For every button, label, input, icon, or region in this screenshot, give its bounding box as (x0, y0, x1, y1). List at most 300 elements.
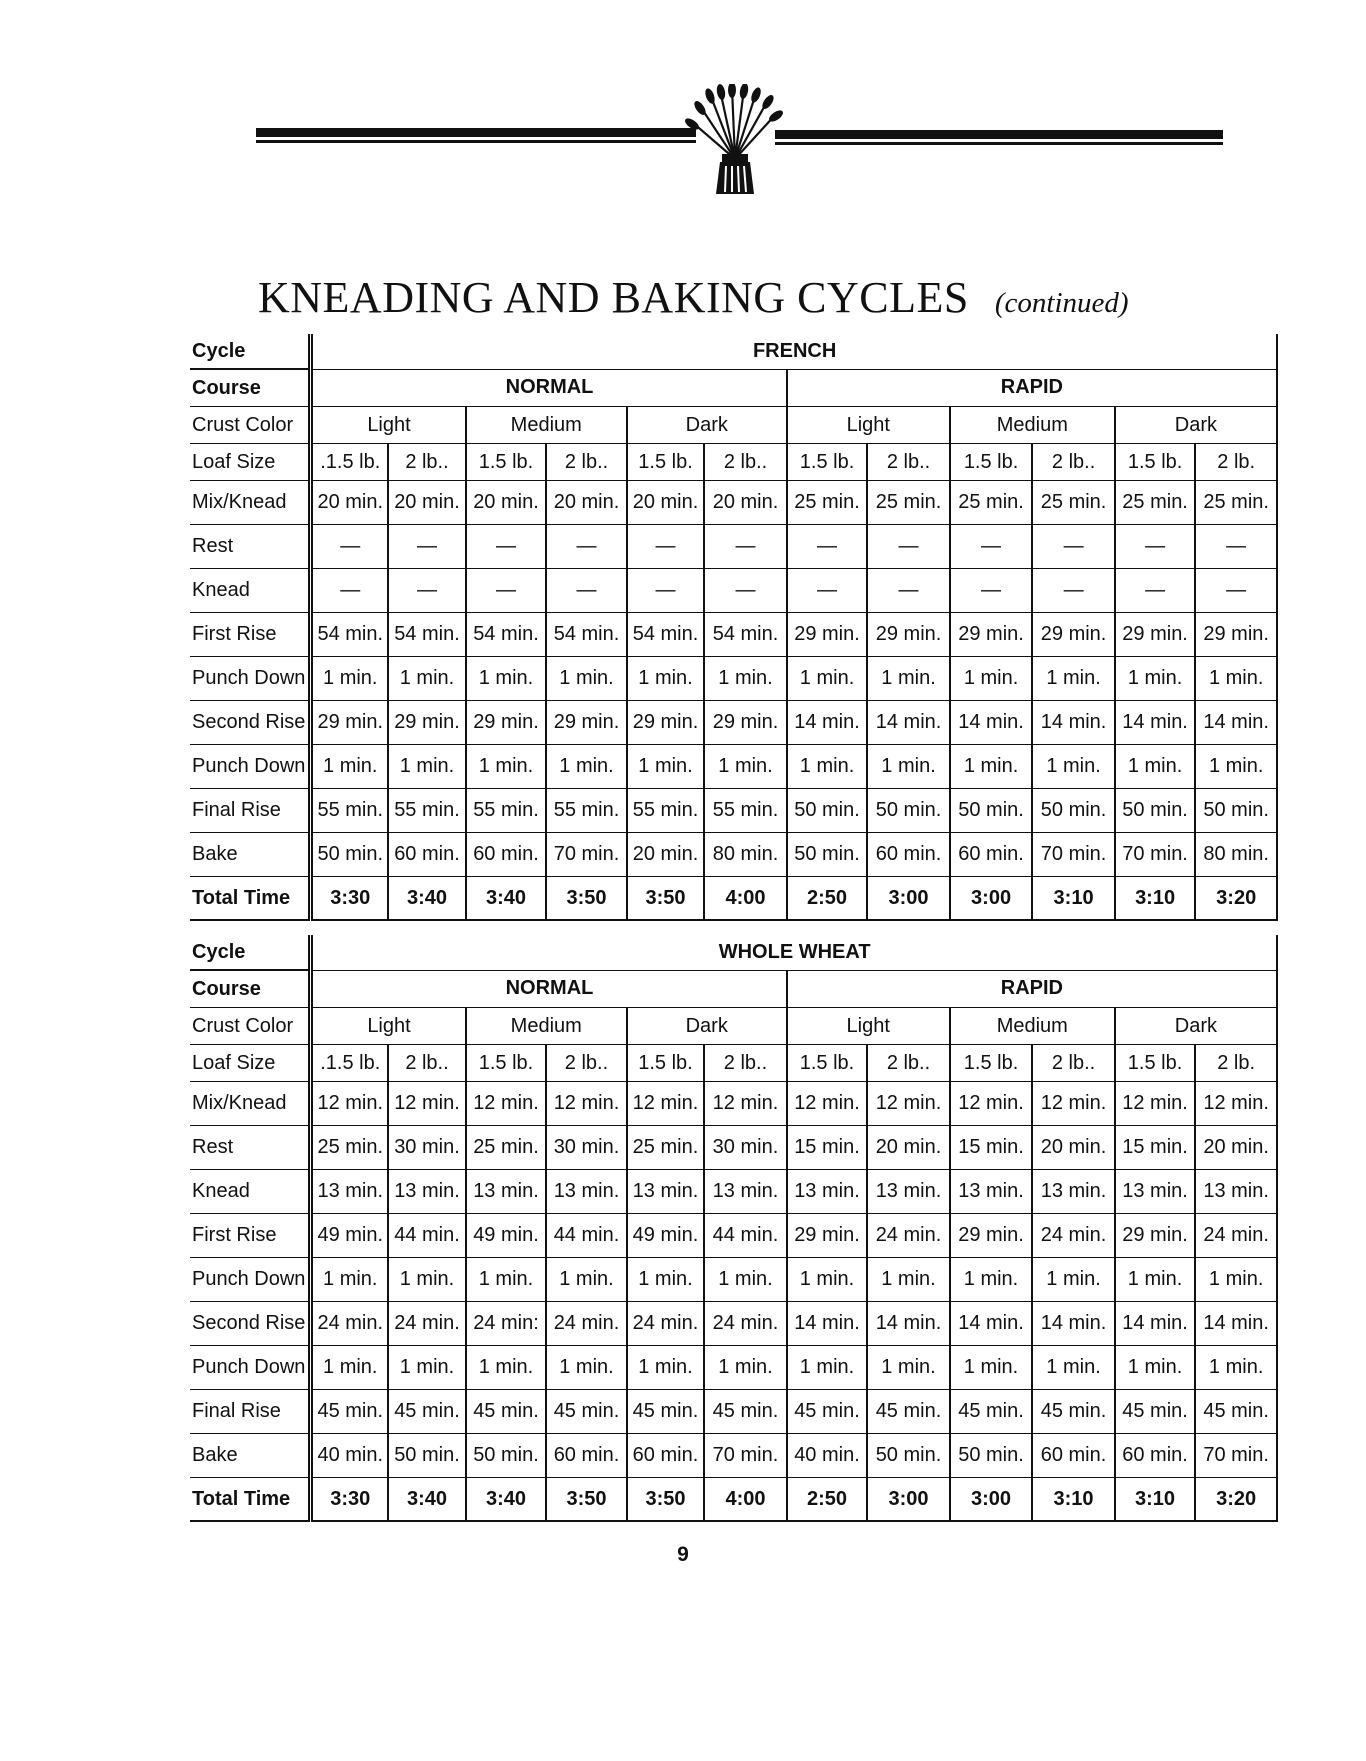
total-time-label: Total Time (190, 1478, 311, 1522)
header-rule-right-thick (775, 130, 1223, 139)
table-cell: — (704, 569, 787, 613)
table-cell: 1 min. (546, 1346, 627, 1390)
table-cell: 50 min. (867, 789, 950, 833)
row-label: Final Rise (190, 789, 311, 833)
table-cell: — (388, 525, 465, 569)
row-label: First Rise (190, 613, 311, 657)
table-cell: — (311, 525, 388, 569)
table-cell: — (1115, 525, 1196, 569)
table-cell: 13 min. (1195, 1170, 1277, 1214)
cycle-name: FRENCH (311, 334, 1277, 369)
table-cell: 12 min. (704, 1082, 787, 1126)
table-cell: 1 min. (867, 657, 950, 701)
table-cell: 12 min. (466, 1082, 547, 1126)
table-cell: 1 min. (311, 657, 388, 701)
course-normal: NORMAL (311, 970, 787, 1008)
course-label: Course (190, 970, 311, 1008)
page-title (258, 272, 1258, 323)
cycle-label: Cycle (190, 935, 311, 970)
table-cell: 49 min. (627, 1214, 704, 1258)
total-time-cell: 3:00 (867, 1478, 950, 1522)
total-time-cell: 3:40 (466, 1478, 547, 1522)
loaf-size-cell: 2 lb.. (867, 1045, 950, 1082)
loaf-size-cell: 2 lb.. (704, 444, 787, 481)
total-time-row (190, 1478, 1277, 1522)
table-cell: 70 min. (1032, 833, 1115, 877)
table-cell: — (867, 525, 950, 569)
table-cell: 14 min. (1195, 1302, 1277, 1346)
row-label: Rest (190, 1126, 311, 1170)
table-cell: 50 min. (388, 1434, 465, 1478)
table-cell: 29 min. (867, 613, 950, 657)
crust-color-row (190, 407, 1277, 444)
table-cell: 24 min. (867, 1214, 950, 1258)
table-cell: 54 min. (704, 613, 787, 657)
row-label: Bake (190, 1434, 311, 1478)
table-cell: 20 min. (1195, 1126, 1277, 1170)
row-label: Bake (190, 833, 311, 877)
table-cell: 54 min. (627, 613, 704, 657)
table-row (190, 525, 1277, 569)
total-time-cell: 3:40 (388, 877, 465, 921)
table-cell: 12 min. (546, 1082, 627, 1126)
table-cell: 30 min. (546, 1126, 627, 1170)
crust-color-cell: Dark (1115, 407, 1277, 444)
table-cell: 14 min. (1195, 701, 1277, 745)
table-cell: 1 min. (466, 657, 547, 701)
crust-color-cell: Medium (950, 407, 1115, 444)
total-time-cell: 3:50 (627, 1478, 704, 1522)
loaf-size-cell: 2 lb.. (704, 1045, 787, 1082)
row-label: Mix/Knead (190, 481, 311, 525)
loaf-size-cell: 2 lb.. (546, 444, 627, 481)
crust-color-cell: Dark (627, 407, 787, 444)
table-row (190, 1434, 1277, 1478)
table-cell: 1 min. (311, 1258, 388, 1302)
table-cell: 1 min. (627, 1258, 704, 1302)
total-time-cell: 3:40 (466, 877, 547, 921)
table-row (190, 1390, 1277, 1434)
table-cell: 54 min. (388, 613, 465, 657)
table-cell: 1 min. (1032, 745, 1115, 789)
title-suffix: (continued) (994, 287, 1129, 319)
table-cell: 25 min. (867, 481, 950, 525)
table-cell: 1 min. (704, 745, 787, 789)
table-cell: 12 min. (1032, 1082, 1115, 1126)
table-cell: 1 min. (867, 1258, 950, 1302)
table-cell: 45 min. (466, 1390, 547, 1434)
row-label: Mix/Knead (190, 1082, 311, 1126)
table-cell: 49 min. (466, 1214, 547, 1258)
table-cell: 55 min. (466, 789, 547, 833)
table-cell: 54 min. (546, 613, 627, 657)
total-time-cell: 3:10 (1115, 1478, 1196, 1522)
table-cell: 50 min. (867, 1434, 950, 1478)
course-label: Course (190, 369, 311, 407)
table-cell: 55 min. (704, 789, 787, 833)
table-cell: 1 min. (1032, 657, 1115, 701)
table-cell: 12 min. (311, 1082, 388, 1126)
table-cell: — (787, 569, 868, 613)
table-cell: 1 min. (950, 745, 1033, 789)
table-cell: 1 min. (787, 745, 868, 789)
row-label: Punch Down (190, 657, 311, 701)
table-cell: 12 min. (787, 1082, 868, 1126)
total-time-cell: 3:50 (546, 877, 627, 921)
row-label: Rest (190, 525, 311, 569)
loaf-size-cell: 1.5 lb. (1115, 1045, 1196, 1082)
table-cell: 50 min. (466, 1434, 547, 1478)
loaf-size-label: Loaf Size (190, 1045, 311, 1082)
table-cell: 25 min. (627, 1126, 704, 1170)
table-cell: 1 min. (311, 745, 388, 789)
table-cell: 70 min. (704, 1434, 787, 1478)
row-label: Punch Down (190, 1258, 311, 1302)
total-time-cell: 3:20 (1195, 877, 1277, 921)
table-cell: 29 min. (1115, 613, 1196, 657)
table-row (190, 833, 1277, 877)
whole-wheat-cycle-table (190, 935, 1278, 1522)
total-time-cell: 3:20 (1195, 1478, 1277, 1522)
table-cell: — (704, 525, 787, 569)
table-cell: 13 min. (867, 1170, 950, 1214)
loaf-size-cell: 2 lb.. (546, 1045, 627, 1082)
table-cell: 13 min. (1115, 1170, 1196, 1214)
crust-color-cell: Medium (950, 1008, 1115, 1045)
table-cell: 70 min. (1195, 1434, 1277, 1478)
cycle-label: Cycle (190, 334, 311, 369)
table-cell: 50 min. (950, 1434, 1033, 1478)
table-cell: 12 min. (388, 1082, 465, 1126)
total-time-cell: 3:00 (950, 877, 1033, 921)
course-rapid: RAPID (787, 970, 1277, 1008)
table-cell: 20 min. (388, 481, 465, 525)
table-cell: 25 min. (950, 481, 1033, 525)
header-rule-left-thin (256, 140, 696, 143)
table-row (190, 481, 1277, 525)
table-cell: 12 min. (1115, 1082, 1196, 1126)
table-cell: — (546, 569, 627, 613)
table-cell: 12 min. (627, 1082, 704, 1126)
table-cell: 45 min. (1032, 1390, 1115, 1434)
loaf-size-cell: 2 lb. (1195, 1045, 1277, 1082)
table-cell: — (1195, 525, 1277, 569)
header-rule-left-thick (256, 128, 696, 137)
table-cell: 1 min. (704, 1258, 787, 1302)
loaf-size-cell: 1.5 lb. (950, 444, 1033, 481)
table-cell: 13 min. (311, 1170, 388, 1214)
course-rapid: RAPID (787, 369, 1277, 407)
table-cell: 1 min. (1195, 745, 1277, 789)
loaf-size-cell: .1.5 lb. (311, 1045, 388, 1082)
header-rule-right-thin (775, 142, 1223, 145)
table-cell: 29 min. (1195, 613, 1277, 657)
table-row (190, 1170, 1277, 1214)
total-time-cell: 2:50 (787, 877, 868, 921)
table-cell: 60 min. (950, 833, 1033, 877)
page-number: 9 (677, 1543, 689, 1566)
table-cell: 29 min. (787, 613, 868, 657)
table-cell: 1 min. (704, 1346, 787, 1390)
table-cell: 60 min. (388, 833, 465, 877)
course-row (190, 369, 1277, 407)
table-cell: 50 min. (787, 833, 868, 877)
table-row (190, 1126, 1277, 1170)
table-cell: 1 min. (704, 657, 787, 701)
table-cell: 1 min. (546, 745, 627, 789)
table-cell: 70 min. (546, 833, 627, 877)
table-cell: 60 min. (627, 1434, 704, 1478)
table-cell: 1 min. (1195, 1258, 1277, 1302)
table-cell: 1 min. (1195, 1346, 1277, 1390)
table-cell: 80 min. (704, 833, 787, 877)
crust-color-cell: Medium (466, 407, 627, 444)
table-cell: 1 min. (1115, 1346, 1196, 1390)
loaf-size-label: Loaf Size (190, 444, 311, 481)
table-cell: 13 min. (787, 1170, 868, 1214)
table-row (190, 1214, 1277, 1258)
crust-color-cell: Light (311, 407, 466, 444)
loaf-size-cell: 1.5 lb. (466, 444, 547, 481)
loaf-size-cell: 2 lb.. (1032, 444, 1115, 481)
table-cell: 45 min. (627, 1390, 704, 1434)
table-cell: 1 min. (787, 1258, 868, 1302)
loaf-size-cell: 2 lb.. (388, 1045, 465, 1082)
course-row (190, 970, 1277, 1008)
table-row (190, 789, 1277, 833)
table-cell: 12 min. (1195, 1082, 1277, 1126)
table-cell: 45 min. (388, 1390, 465, 1434)
cycle-row (190, 935, 1277, 970)
table-cell: 1 min. (1032, 1346, 1115, 1390)
table-cell: 15 min. (787, 1126, 868, 1170)
table-row (190, 1258, 1277, 1302)
table-cell: 50 min. (1195, 789, 1277, 833)
course-normal: NORMAL (311, 369, 787, 407)
table-cell: — (466, 569, 547, 613)
loaf-size-cell: .1.5 lb. (311, 444, 388, 481)
table-row (190, 1346, 1277, 1390)
crust-color-cell: Light (787, 1008, 950, 1045)
loaf-size-row (190, 444, 1277, 481)
table-cell: 60 min. (1032, 1434, 1115, 1478)
table-cell: 60 min. (867, 833, 950, 877)
crust-color-cell: Light (311, 1008, 466, 1045)
table-row (190, 1082, 1277, 1126)
table-cell: 20 min. (704, 481, 787, 525)
table-cell: 14 min. (1032, 701, 1115, 745)
table-cell: 24 min. (1195, 1214, 1277, 1258)
table-cell: 50 min. (787, 789, 868, 833)
table-cell: 24 min. (546, 1302, 627, 1346)
total-time-label: Total Time (190, 877, 311, 921)
table-cell: 14 min. (867, 701, 950, 745)
total-time-row (190, 877, 1277, 921)
table-cell: 60 min. (546, 1434, 627, 1478)
table-cell: 1 min. (1115, 657, 1196, 701)
table-cell: 40 min. (787, 1434, 868, 1478)
table-cell: 12 min. (867, 1082, 950, 1126)
table-row (190, 701, 1277, 745)
table-cell: — (950, 525, 1033, 569)
table-body (190, 334, 1277, 920)
table-cell: 29 min. (546, 701, 627, 745)
total-time-cell: 4:00 (704, 1478, 787, 1522)
loaf-size-cell: 1.5 lb. (466, 1045, 547, 1082)
table-row (190, 1302, 1277, 1346)
table-cell: 20 min. (466, 481, 547, 525)
table-cell: 29 min. (388, 701, 465, 745)
table-cell: 25 min. (311, 1126, 388, 1170)
loaf-size-cell: 1.5 lb. (787, 444, 868, 481)
table-cell: 1 min. (546, 657, 627, 701)
cycle-row (190, 334, 1277, 369)
row-label: Final Rise (190, 1390, 311, 1434)
table-cell: 45 min. (950, 1390, 1033, 1434)
table-cell: 24 min. (627, 1302, 704, 1346)
table-cell: 1 min. (787, 1346, 868, 1390)
table-cell: 13 min. (627, 1170, 704, 1214)
table-cell: 40 min. (311, 1434, 388, 1478)
table-cell: 45 min. (311, 1390, 388, 1434)
crust-color-cell: Light (787, 407, 950, 444)
table-cell: 25 min. (1115, 481, 1196, 525)
table-cell: — (1032, 569, 1115, 613)
table-cell: 60 min. (466, 833, 547, 877)
table-cell: 29 min. (1032, 613, 1115, 657)
total-time-cell: 3:40 (388, 1478, 465, 1522)
table-cell: 25 min. (1195, 481, 1277, 525)
table-cell: 1 min. (627, 1346, 704, 1390)
row-label: Second Rise (190, 701, 311, 745)
table-cell: 60 min. (1115, 1434, 1196, 1478)
table-row (190, 657, 1277, 701)
row-label: Second Rise (190, 1302, 311, 1346)
table-cell: 13 min. (1032, 1170, 1115, 1214)
table-cell: 29 min. (950, 1214, 1033, 1258)
total-time-cell: 3:00 (950, 1478, 1033, 1522)
table-cell: 25 min. (466, 1126, 547, 1170)
table-cell: 55 min. (311, 789, 388, 833)
table-cell: 1 min. (787, 657, 868, 701)
loaf-size-cell: 2 lb.. (1032, 1045, 1115, 1082)
total-time-cell: 3:10 (1032, 877, 1115, 921)
crust-color-cell: Medium (466, 1008, 627, 1045)
row-label: Knead (190, 1170, 311, 1214)
table-cell: 30 min. (388, 1126, 465, 1170)
total-time-cell: 3:10 (1115, 877, 1196, 921)
table-cell: — (311, 569, 388, 613)
table-cell: — (1195, 569, 1277, 613)
table-cell: 14 min. (1115, 1302, 1196, 1346)
table-cell: 1 min. (950, 1346, 1033, 1390)
row-label: Knead (190, 569, 311, 613)
table-cell: 1 min. (388, 657, 465, 701)
table-cell: 44 min. (704, 1214, 787, 1258)
table-cell: 14 min. (950, 1302, 1033, 1346)
table-cell: — (787, 525, 868, 569)
table-cell: 20 min. (627, 481, 704, 525)
table-row (190, 745, 1277, 789)
table-cell: 29 min. (466, 701, 547, 745)
table-cell: 29 min. (950, 613, 1033, 657)
table-body (190, 935, 1277, 1521)
table-cell: 14 min. (950, 701, 1033, 745)
table-cell: 1 min. (388, 745, 465, 789)
table-cell: 54 min. (311, 613, 388, 657)
total-time-cell: 3:50 (627, 877, 704, 921)
table-cell: 1 min. (311, 1346, 388, 1390)
french-cycle-table (190, 334, 1278, 921)
table-cell: 80 min. (1195, 833, 1277, 877)
table-cell: 20 min. (1032, 1126, 1115, 1170)
table-row (190, 613, 1277, 657)
crust-color-label: Crust Color (190, 407, 311, 444)
table-cell: 15 min. (950, 1126, 1033, 1170)
table-row (190, 569, 1277, 613)
row-label: Punch Down (190, 745, 311, 789)
table-cell: 1 min. (950, 657, 1033, 701)
table-cell: 45 min. (867, 1390, 950, 1434)
table-cell: 1 min. (546, 1258, 627, 1302)
total-time-cell: 3:30 (311, 1478, 388, 1522)
total-time-cell: 3:50 (546, 1478, 627, 1522)
table-cell: — (867, 569, 950, 613)
table-cell: 50 min. (311, 833, 388, 877)
table-cell: 1 min. (1195, 657, 1277, 701)
row-label: Punch Down (190, 1346, 311, 1390)
table-cell: 20 min. (311, 481, 388, 525)
loaf-size-row (190, 1045, 1277, 1082)
loaf-size-cell: 1.5 lb. (627, 1045, 704, 1082)
table-cell: 1 min. (466, 1346, 547, 1390)
table-cell: 55 min. (627, 789, 704, 833)
table-cell: — (1115, 569, 1196, 613)
loaf-size-cell: 1.5 lb. (950, 1045, 1033, 1082)
table-cell: 24 min. (704, 1302, 787, 1346)
table-cell: 12 min. (950, 1082, 1033, 1126)
crust-color-row (190, 1008, 1277, 1045)
table-cell: — (950, 569, 1033, 613)
table-cell: 50 min. (950, 789, 1033, 833)
table-cell: 1 min. (867, 1346, 950, 1390)
loaf-size-cell: 1.5 lb. (787, 1045, 868, 1082)
table-cell: 13 min. (950, 1170, 1033, 1214)
table-cell: 14 min. (787, 1302, 868, 1346)
table-cell: 29 min. (704, 701, 787, 745)
loaf-size-cell: 1.5 lb. (627, 444, 704, 481)
table-cell: 13 min. (704, 1170, 787, 1214)
crust-color-label: Crust Color (190, 1008, 311, 1045)
table-cell: 29 min. (787, 1214, 868, 1258)
table-cell: 25 min. (1032, 481, 1115, 525)
table-cell: 1 min. (388, 1346, 465, 1390)
table-cell: 13 min. (466, 1170, 547, 1214)
table-cell: 20 min. (867, 1126, 950, 1170)
table-cell: 13 min. (388, 1170, 465, 1214)
total-time-cell: 3:30 (311, 877, 388, 921)
table-cell: — (1032, 525, 1115, 569)
table-cell: 45 min. (704, 1390, 787, 1434)
total-time-cell: 2:50 (787, 1478, 868, 1522)
table-cell: 30 min. (704, 1126, 787, 1170)
wheat-sheaf-icon (680, 84, 790, 196)
table-cell: 1 min. (388, 1258, 465, 1302)
table-cell: 1 min. (466, 1258, 547, 1302)
table-cell: 45 min. (546, 1390, 627, 1434)
table-cell: 1 min. (867, 745, 950, 789)
table-cell: — (627, 569, 704, 613)
